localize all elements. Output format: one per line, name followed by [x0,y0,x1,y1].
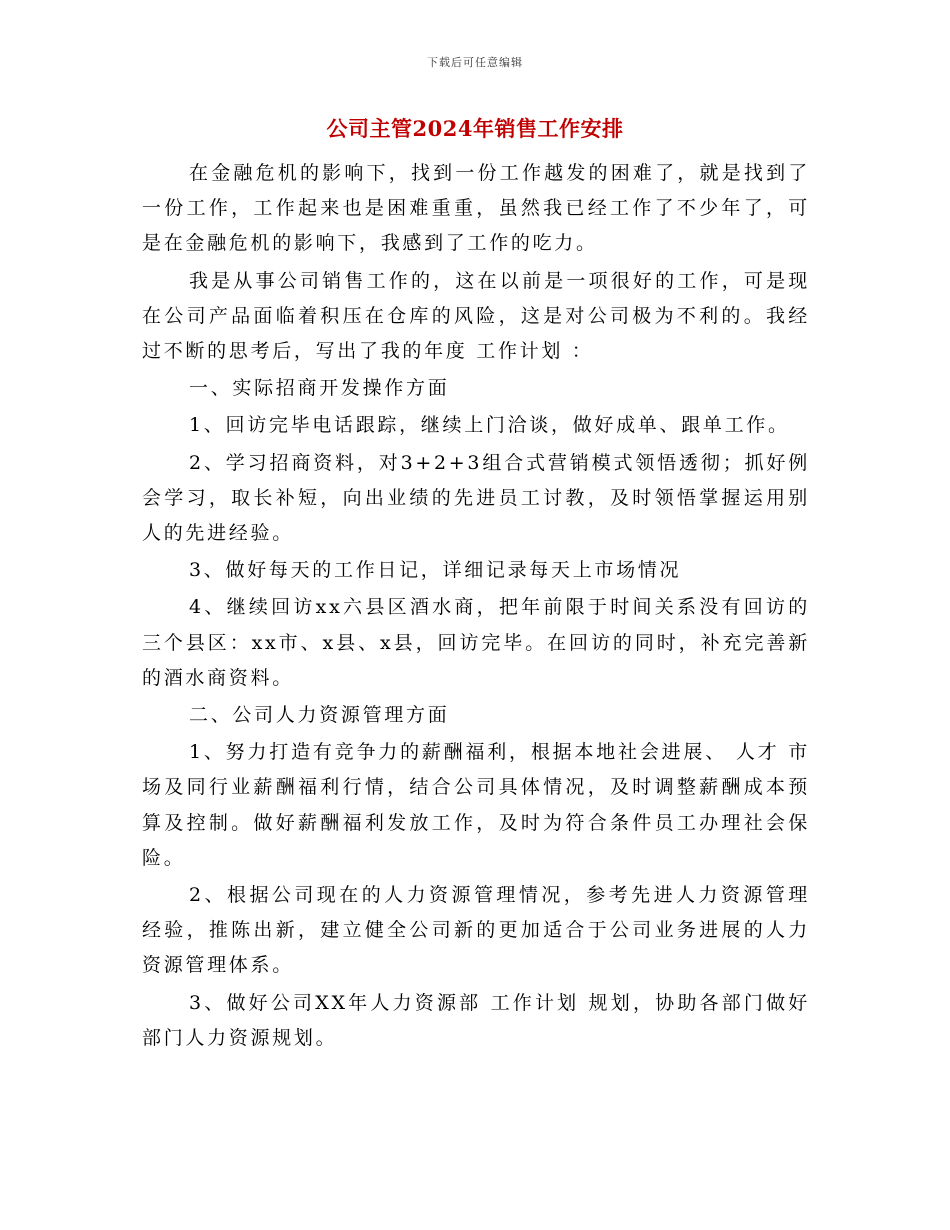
list-item: 3、做好公司XX年人力资源部 工作计划 规划，协助各部门做好部门人力资源规划。 [142,991,810,1049]
list-item: 1、回访完毕电话跟踪，继续上门洽谈，做好成单、跟单工作。 [189,414,790,437]
list-item: 2、根据公司现在的人力资源管理情况，参考先进人力资源管理经验，推陈出新，建立健全公司新的更加适合于公司业务进展的人力资源管理体系。 [142,884,810,977]
paragraph-intro: 在金融危机的影响下，找到一份工作越发的困难了，就是找到了一份工作，工作起来也是困难重重，虽然我已经工作了不少年了，可是在金融危机的影响下，我感到了工作的吃力。 [142,162,810,255]
section-heading-hr: 二、公司人力资源管理方面 [189,704,450,727]
document-body [142,156,810,1058]
list-item: 3、做好每天的工作日记，详细记录每天上市场情况 [189,559,682,582]
list-item: 4、继续回访xx六县区酒水商，把年前限于时间关系没有回访的三个县区：xx市、x县、x县，回访完毕。在回访的同时，补充完善新的酒水商资料。 [142,596,810,689]
list-item: 1、努力打造有竞争力的薪酬福利，根据本地社会进展、 人才 市场及同行业薪酬福利行情，结合公司具体情况，及时调整薪酬成本预算及控制。做好薪酬福利发放工作，及时为符合条件员工办理社会保险。 [142,741,810,869]
document-title: 公司主管2024年销售工作安排 [326,116,624,141]
header-note: 下载后可任意编辑 [427,56,523,69]
paragraph-background: 我是从事公司销售工作的，这在以前是一项很好的工作，可是现在公司产品面临着积压在仓库的风险，这是对公司极为不利的。我经过不断的思考后，写出了我的年度 工作计划 ： [142,269,810,363]
section-heading-sales: 一、实际招商开发操作方面 [189,377,450,400]
list-item: 2、学习招商资料，对3+2+3组合式营销模式领悟透彻；抓好例会学习，取长补短，向出业绩的先进员工讨教，及时领悟掌握运用别人的先进经验。 [142,451,810,545]
